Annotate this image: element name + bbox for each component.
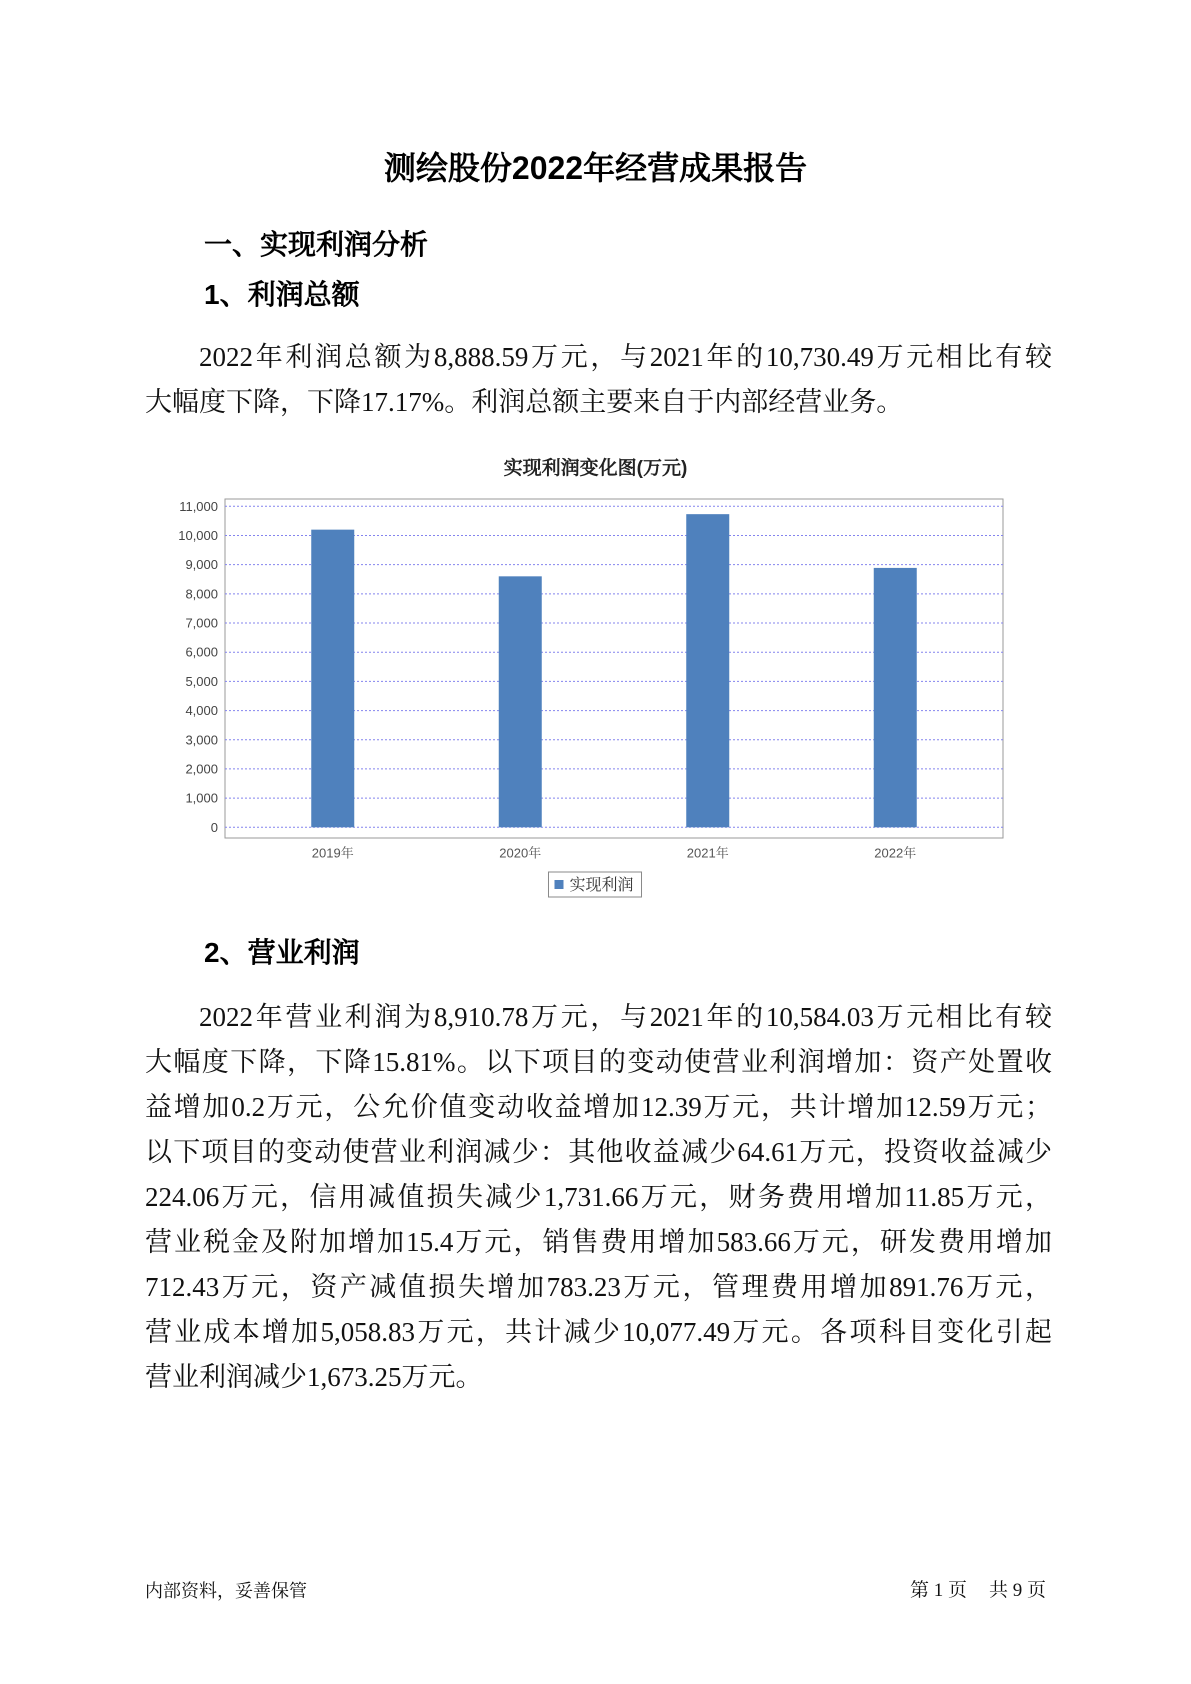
legend-swatch [554,880,563,889]
y-tick-label: 8,000 [185,586,218,602]
paragraph-line: 224.06万元，信用减值损失减少1,731.66万元，财务费用增加11.85万元， [145,1182,1052,1212]
subsection-heading-total-profit: 1、利润总额 [204,279,360,310]
profit-bar [874,568,917,827]
paragraph-line: 益增加0.2万元，公允价值变动收益增加12.39万元，共计增加12.59万元； [145,1092,1052,1122]
x-tick-label: 2022年 [874,845,917,861]
y-tick-label: 10,000 [178,527,218,543]
y-tick-label: 4,000 [185,703,218,719]
document-title: 测绘股份2022年经营成果报告 [383,150,808,186]
y-tick-label: 6,000 [185,644,218,660]
paragraph-line: 以下项目的变动使营业利润减少：其他收益减少64.61万元，投资收益减少 [145,1137,1052,1167]
y-tick-label: 7,000 [185,615,218,631]
paragraph-line: 营业税金及附加增加15.4万元，销售费用增加583.66万元，研发费用增加 [145,1227,1052,1257]
section-heading-profit-analysis: 一、实现利润分析 [204,229,429,260]
subsection-heading-operating-profit: 2、营业利润 [204,937,360,968]
x-tick-label: 2021年 [686,845,729,861]
footer-page-number [910,1579,1046,1603]
y-tick-label: 3,000 [185,732,218,748]
legend-label: 实现利润 [569,877,634,894]
total-pages-label: 共 9 页 [988,1580,1046,1601]
chart-title: 实现利润变化图(万元) [503,458,688,479]
chart-legend [548,872,641,897]
paragraph-line: 2022年营业利润为8,910.78万元，与2021年的10,584.03万元相比有较 [199,1002,1052,1032]
footer-confidential-note: 内部资料，妥善保管 [145,1581,307,1601]
y-tick-label: 2,000 [185,761,218,777]
profit-bar [686,514,729,827]
x-tick-label: 2020年 [499,845,542,861]
paragraph-line: 大幅度下降，下降15.81%。以下项目的变动使营业利润增加：资产处置收 [145,1047,1052,1077]
paragraph-operating-profit [145,995,1052,1400]
profit-bar [311,530,354,828]
paragraph-line: 营业成本增加5,058.83万元，共计减少10,077.49万元。各项科目变化引起 [145,1317,1052,1347]
profit-bar [499,576,542,827]
y-tick-label: 0 [210,819,218,835]
x-tick-label: 2019年 [311,845,354,861]
y-tick-label: 5,000 [185,673,218,689]
y-tick-label: 11,000 [179,498,218,514]
paragraph-line: 大幅度下降，下降17.17%。利润总额主要来自于内部经营业务。 [145,387,904,417]
paragraph-total-profit [145,335,1052,425]
paragraph-line: 营业利润减少1,673.25万元。 [145,1362,483,1392]
paragraph-line: 712.43万元，资产减值损失增加783.23万元，管理费用增加891.76万元， [145,1272,1052,1302]
y-tick-label: 9,000 [185,557,218,573]
paragraph-line: 2022年利润总额为8,888.59万元，与2021年的10,730.49万元相比有较 [199,342,1052,372]
profit-bar-chart [150,490,1020,910]
y-tick-label: 1,000 [185,790,218,806]
current-page-label: 第 1 页 [909,1580,967,1601]
